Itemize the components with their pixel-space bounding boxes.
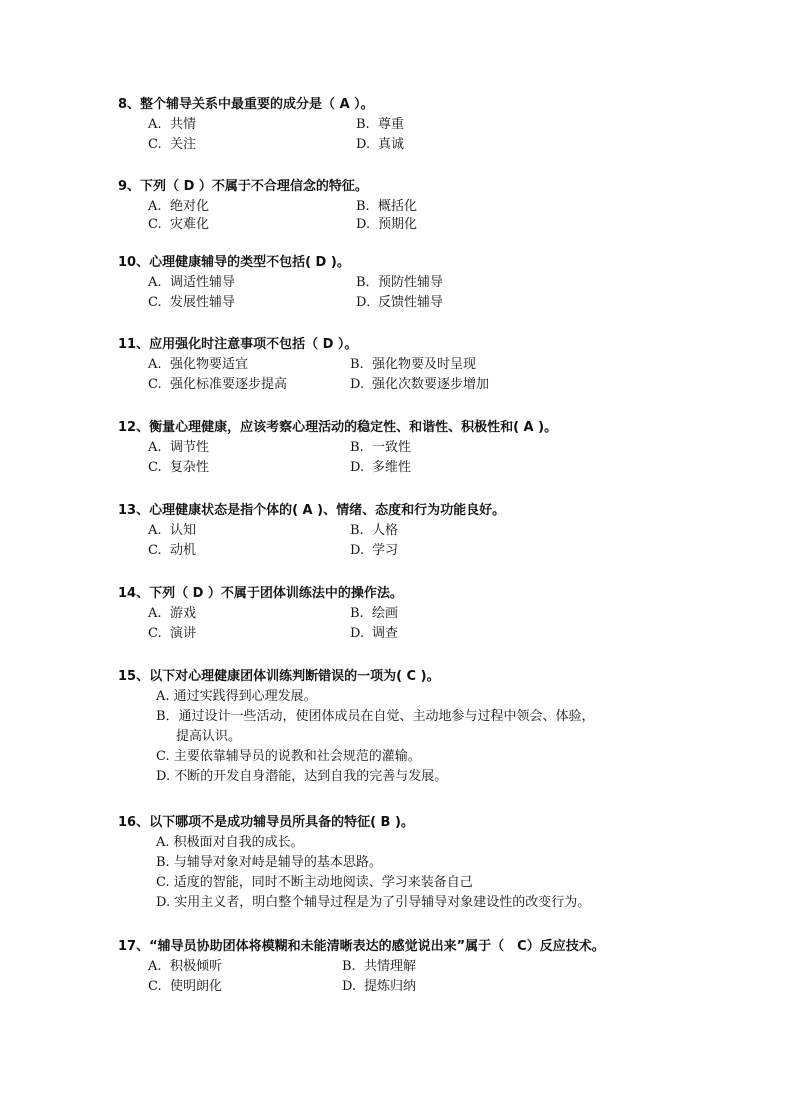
option-c: C. 演讲: [148, 626, 197, 641]
option-a: A. 通过实践得到心理发展。: [156, 689, 317, 704]
option-c: C. 主要依靠辅导员的说教和社会规范的灌输。: [156, 749, 421, 764]
option-b: B. 一致性: [350, 440, 412, 455]
question-stem: 15、以下对心理健康团体训练判断错误的一项为( C )。: [118, 669, 440, 684]
option-d: D. 实用主义者，明白整个辅导过程是为了引导辅导对象建设性的改变行为。: [156, 895, 591, 910]
options: [118, 197, 738, 235]
option-d: D. 学习: [350, 543, 399, 558]
question-stem: 10、心理健康辅导的类型不包括( D )。: [118, 255, 350, 270]
option-c: C. 强化标准要逐步提高: [148, 377, 288, 392]
options: [118, 355, 738, 395]
question-stem: 11、应用强化时注意事项不包括（ D ）。: [118, 337, 358, 352]
question-11: [118, 335, 738, 395]
option-c: C. 灾难化: [148, 217, 210, 232]
option-c: C. 发展性辅导: [148, 295, 236, 310]
option-c: C. 关注: [148, 137, 197, 152]
question-stem: 16、以下哪项不是成功辅导员所具备的特征( B )。: [118, 815, 414, 830]
option-a: A. 积极面对自我的成长。: [156, 835, 304, 850]
option-b: B. 概括化: [356, 199, 418, 214]
option-c: C. 复杂性: [148, 460, 210, 475]
question-13: [118, 501, 738, 561]
option-b: B. 人格: [350, 523, 399, 538]
option-c: C. 动机: [148, 543, 197, 558]
option-c: C. 使明朗化: [148, 979, 223, 994]
options: [118, 438, 738, 478]
option-b-continued: 提高认识。: [176, 729, 242, 744]
option-a: A. 共情: [148, 117, 197, 132]
option-a: A. 强化物要适宜: [148, 357, 249, 372]
option-b: B. 强化物要及时呈现: [350, 357, 477, 372]
question-9: [118, 177, 738, 235]
option-a: A. 调适性辅导: [148, 275, 236, 290]
options: [118, 604, 738, 644]
option-d: D. 调查: [350, 626, 399, 641]
option-b: B. 尊重: [356, 117, 405, 132]
option-d: D. 提炼归纳: [342, 979, 417, 994]
options: [118, 957, 738, 997]
option-a: A. 游戏: [148, 606, 197, 621]
question-stem: 12、衡量心理健康，应该考察心理活动的稳定性、和谐性、积极性和( A )。: [118, 420, 558, 435]
option-a: A. 积极倾听: [148, 959, 223, 974]
options: [118, 273, 738, 313]
question-stem: 14、下列（ D ）不属于团体训练法中的操作法。: [118, 586, 403, 601]
question-17: [118, 937, 738, 997]
question-stem: 13、心理健康状态是指个体的( A )、情绪、态度和行为功能良好。: [118, 503, 506, 518]
question-8: [118, 95, 738, 155]
question-stem: 9、下列（ D ）不属于不合理信念的特征。: [118, 179, 368, 194]
option-a: A. 认知: [148, 523, 197, 538]
option-b: B. 共情理解: [342, 959, 417, 974]
option-d: D. 多维性: [350, 460, 412, 475]
option-d: D．反馈性辅导: [356, 295, 444, 310]
options: [118, 521, 738, 561]
option-d: D. 强化次数要逐步增加: [350, 377, 490, 392]
question-12: [118, 418, 738, 478]
option-b: B. 绘画: [350, 606, 399, 621]
question-10: [118, 253, 738, 313]
question-14: [118, 584, 738, 644]
question-15: [118, 667, 738, 787]
option-d: D. 不断的开发自身潜能，达到自我的完善与发展。: [156, 769, 448, 784]
option-b: B．预防性辅导: [356, 275, 444, 290]
option-b: B. 与辅导对象对峙是辅导的基本思路。: [156, 855, 382, 870]
question-16: [118, 813, 738, 913]
option-d: D. 真诚: [356, 137, 405, 152]
question-stem: 8、整个辅导关系中最重要的成分是（ A ）。: [118, 97, 374, 112]
options: [118, 115, 738, 155]
option-b: B．通过设计一些活动，使团体成员在自觉、主动地参与过程中领会、体验，: [156, 709, 595, 724]
options: [118, 833, 738, 913]
question-stem: 17、“辅导员协助团体将模糊和未能清晰表达的感觉说出来”属于（ C）反应技术。: [118, 939, 605, 954]
options: [118, 687, 738, 787]
option-a: A. 调节性: [148, 440, 210, 455]
option-d: D. 预期化: [356, 217, 418, 232]
option-c: C. 适度的智能，同时不断主动地阅读、学习来装备自己: [156, 875, 473, 890]
option-a: A. 绝对化: [148, 199, 210, 214]
